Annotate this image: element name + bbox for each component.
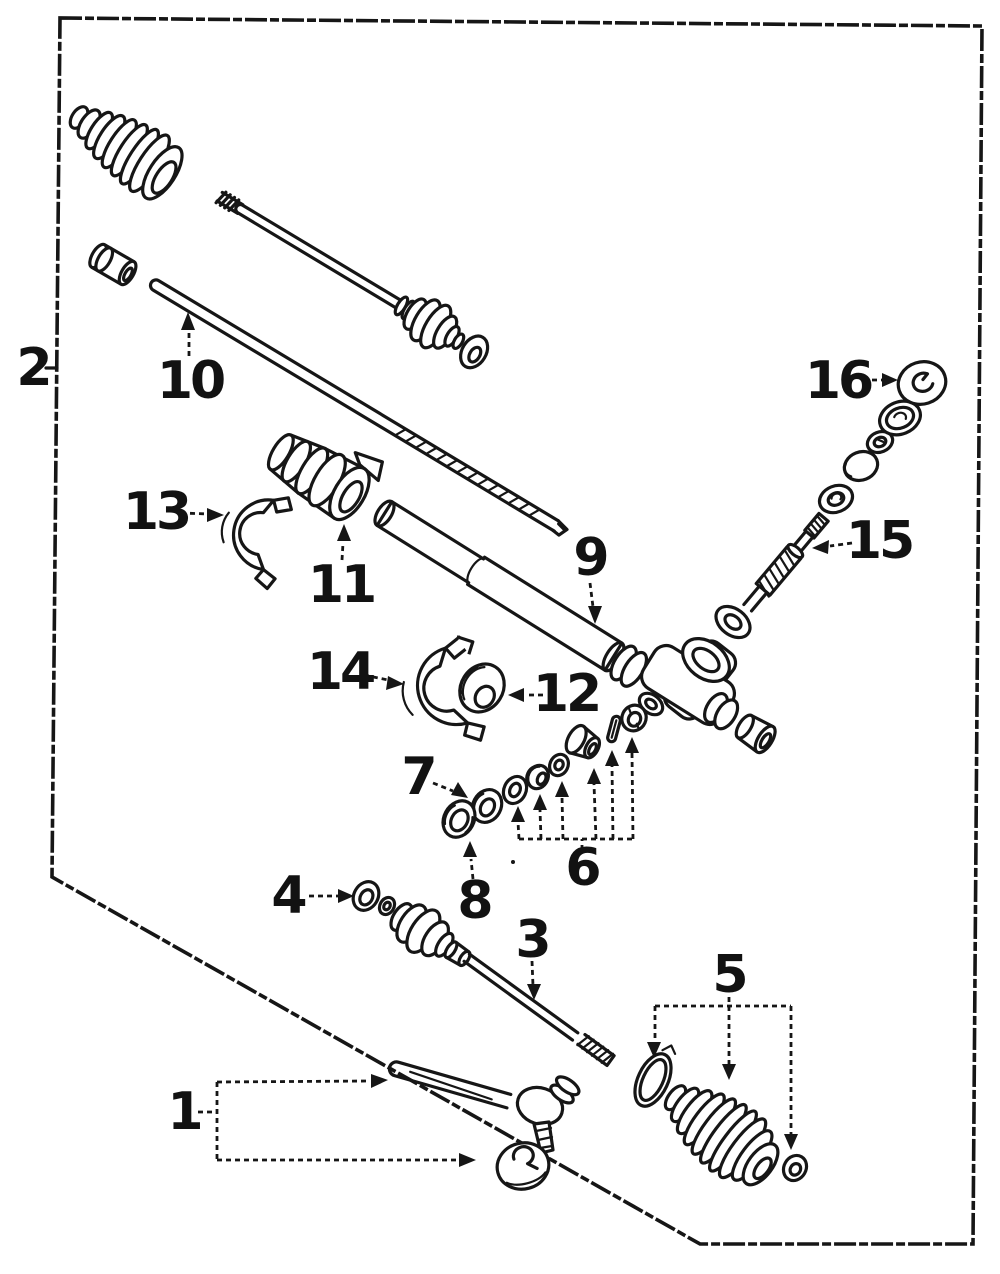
part-4-ring <box>348 877 397 917</box>
callout-12: 12 <box>532 664 600 724</box>
bellows-boot <box>648 1064 794 1200</box>
part-3-inner-tie-rod <box>382 893 615 1067</box>
boot-upper-left <box>55 86 192 207</box>
callout-16: 16 <box>804 351 872 411</box>
inner-tie-rod-upper <box>207 176 497 377</box>
part-5-boot-kit <box>628 1038 811 1199</box>
callout-8: 8 <box>457 871 491 931</box>
callout-2: 2 <box>16 338 50 398</box>
callout-7: 7 <box>401 747 435 807</box>
callout-13: 13 <box>122 482 190 542</box>
callout-labels <box>16 338 912 1142</box>
part-9-gear-housing-tube <box>368 494 651 691</box>
callout-11: 11 <box>307 555 375 615</box>
callout-4: 4 <box>271 866 305 926</box>
housing-end-bushing <box>732 711 779 756</box>
pinion-housing <box>635 600 756 733</box>
callout-15: 15 <box>845 511 913 571</box>
diagram-frame <box>52 18 982 1244</box>
stray-dot <box>511 860 515 864</box>
callout-9: 9 <box>573 528 607 588</box>
callout-1: 1 <box>167 1082 201 1142</box>
callout-14: 14 <box>306 642 374 702</box>
callout-3: 3 <box>515 910 549 970</box>
part-15-pinion-shaft <box>741 512 831 614</box>
bushing-upper-left <box>86 242 139 288</box>
part-1-outer-tie-rod-end <box>388 1060 582 1195</box>
callout-6: 6 <box>565 838 599 898</box>
callout-10: 10 <box>156 351 224 411</box>
callout-5: 5 <box>712 945 746 1005</box>
part-13-mount-clamp <box>213 487 293 590</box>
part-12-bushing <box>451 656 513 721</box>
boot-end-ring <box>779 1151 811 1185</box>
